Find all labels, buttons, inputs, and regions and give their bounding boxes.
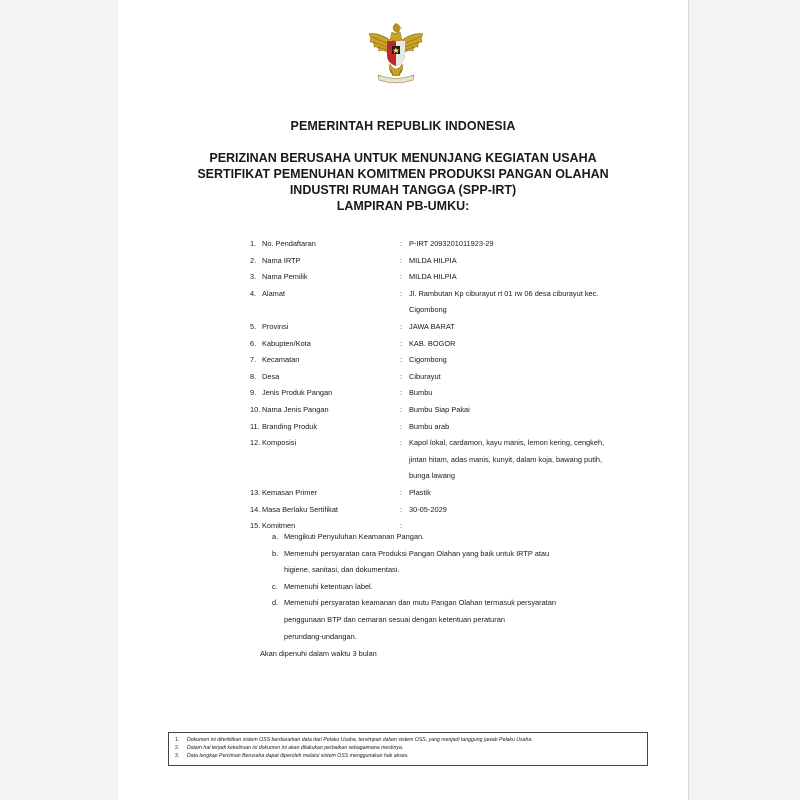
- field-value-line: Cigombong: [409, 355, 447, 365]
- field-value: [409, 236, 670, 253]
- commitment-line: Mengikuti Penyuluhan Keamanan Pangan.: [284, 532, 425, 541]
- field-colon: :: [400, 371, 403, 381]
- footer-note: [175, 752, 641, 760]
- field-value-line: Bumbu arab: [409, 421, 450, 431]
- field-value-line: Jl. Rambutan Kp ciburayut rt 01 rw 06 desa ciburayut kec.: [409, 288, 599, 298]
- field-number: 1.: [250, 239, 257, 248]
- field-label: No. Pendaftaran: [262, 239, 316, 248]
- government-title: PEMERINTAH REPUBLIK INDONESIA: [290, 119, 516, 133]
- field-number: 13.: [250, 487, 261, 497]
- field-value: [409, 253, 670, 270]
- field-colon: :: [400, 521, 403, 531]
- field-row: [250, 253, 670, 270]
- field-number: 2.: [250, 255, 257, 265]
- field-label: Jenis Produk Pangan: [262, 388, 333, 398]
- field-number: 5.: [250, 321, 257, 331]
- field-label: Komitmen: [262, 521, 296, 531]
- footer-note: [175, 744, 641, 752]
- commitment-item: [272, 529, 652, 546]
- field-label: Kabupten/Kota: [262, 338, 311, 348]
- field-value-line: MILDA HILPIA: [409, 272, 457, 282]
- commitment-item: [272, 579, 652, 596]
- field-colon: :: [400, 487, 403, 497]
- field-label: Kemasan Primer: [262, 487, 318, 497]
- field-number: 8.: [250, 371, 257, 381]
- field-value-line: Kapol lokal, cardamon, kayu manis, lemon kering, cengkeh,: [409, 438, 605, 448]
- field-number: 12.: [250, 438, 261, 448]
- field-colon: :: [400, 338, 403, 348]
- field-colon: :: [400, 388, 403, 398]
- commitment-line: higiene, sanitasi, dan dokumentasi.: [284, 565, 400, 575]
- footer-note-number: 1.: [175, 737, 180, 743]
- field-value: [409, 286, 670, 319]
- field-number: 6.: [250, 338, 257, 348]
- commitment-line: perundang-undangan.: [284, 631, 357, 641]
- commitment-item: [272, 546, 652, 579]
- commitment-line: penggunaan BTP dan cemaran sesuai dengan ketentuan peraturan: [284, 614, 505, 624]
- document-page: [118, 0, 689, 800]
- commitment-letter: d.: [272, 598, 279, 608]
- field-value-line: Cigombong: [409, 305, 447, 315]
- field-value-line: Ciburayut: [409, 371, 441, 381]
- field-row: [250, 236, 670, 253]
- field-number: 14.: [250, 504, 261, 514]
- field-colon: :: [400, 421, 403, 431]
- field-value: [409, 435, 670, 485]
- field-number: 7.: [250, 355, 257, 365]
- field-colon: :: [400, 239, 403, 248]
- field-value: [409, 385, 670, 402]
- field-colon: :: [400, 355, 403, 365]
- field-label: Nama Pemilik: [262, 272, 308, 282]
- field-label: Branding Produk: [262, 421, 318, 431]
- field-label: Nama IRTP: [262, 255, 301, 265]
- field-row: [250, 369, 670, 386]
- commitment-letter: a.: [272, 532, 279, 541]
- commitment-line: Memenuhi persyaratan keamanan dan mutu Pangan Olahan termasuk persyaratan: [284, 598, 556, 608]
- commitment-list: [272, 529, 652, 645]
- field-value-line: Bumbu Siap Pakai: [409, 404, 470, 414]
- field-row: [250, 419, 670, 436]
- footer-note-text: Dokumen ini diterbitkan sistem OSS berdasarkan data dari Pelaku Usaha, tersimpan dalam sistem OSS, yang menjadi tanggung jawab Pelaku Usaha.: [187, 737, 533, 743]
- commitment-text: [284, 595, 652, 645]
- field-label: Kecamatan: [262, 355, 300, 365]
- field-value-line: 30-05-2029: [409, 504, 447, 514]
- field-row: [250, 269, 670, 286]
- commitment-text: [284, 529, 652, 546]
- field-value-line: P-IRT 2093201011923-29: [409, 239, 494, 248]
- field-row: [250, 385, 670, 402]
- title-line: INDUSTRI RUMAH TANGGA (SPP-IRT): [289, 183, 517, 197]
- field-value: [409, 502, 670, 519]
- document-title: [0, 150, 800, 214]
- field-value-line: Bumbu: [409, 388, 433, 398]
- field-label: Komposisi: [262, 438, 297, 448]
- field-value: [409, 269, 670, 286]
- field-value: [409, 485, 670, 502]
- field-number: 9.: [250, 388, 257, 398]
- field-colon: :: [400, 288, 403, 298]
- field-label: Alamat: [262, 288, 286, 298]
- field-label: Masa Berlaku Sertifikat: [262, 504, 338, 514]
- commitment-text: [284, 579, 652, 596]
- field-number: 11.: [250, 421, 260, 431]
- field-label: Provinsi: [262, 321, 289, 331]
- field-value-line: MILDA HILPIA: [409, 255, 457, 265]
- field-row: [250, 352, 670, 369]
- footer-note-number: 2.: [175, 745, 180, 752]
- commitment-item: [272, 595, 652, 645]
- commitment-letter: c.: [272, 581, 278, 591]
- field-row: [250, 402, 670, 419]
- garuda-emblem-icon: [366, 20, 426, 86]
- field-row: [250, 502, 670, 519]
- footer-note-text: Data lengkap Perizinan Berusaha dapat diperoleh melalui sistem OSS menggunakan hak akses.: [187, 753, 409, 760]
- closing-statement: Akan dipenuhi dalam waktu 3 bulan: [260, 649, 377, 658]
- field-label: Desa: [262, 371, 280, 381]
- title-line: SERTIFIKAT PEMENUHAN KOMITMEN PRODUKSI PANGAN OLAHAN: [197, 167, 609, 181]
- title-line: LAMPIRAN PB-UMKU:: [336, 199, 470, 213]
- field-value-line: bunga lawang: [409, 471, 456, 481]
- field-value: [409, 419, 670, 436]
- field-row: [250, 319, 670, 336]
- field-colon: :: [400, 272, 403, 282]
- field-row: [250, 336, 670, 353]
- field-row: [250, 286, 670, 319]
- field-label: Nama Jenis Pangan: [262, 404, 329, 414]
- title-line: PERIZINAN BERUSAHA UNTUK MENUNJANG KEGIATAN USAHA: [209, 151, 597, 165]
- footer-notes: [168, 732, 648, 766]
- field-colon: :: [400, 504, 403, 514]
- field-value-line: JAWA BARAT: [409, 321, 455, 331]
- field-number: 10.: [250, 404, 261, 414]
- commitment-text: [284, 546, 652, 579]
- footer-note-number: 3.: [175, 753, 180, 760]
- field-colon: :: [400, 404, 403, 414]
- commitment-letter: b.: [272, 548, 279, 558]
- commitment-line: Memenuhi persyaratan cara Produksi Pangan Olahan yang baik untuk IRTP atau: [284, 548, 550, 558]
- field-colon: :: [400, 255, 403, 265]
- commitment-line: Memenuhi ketentuan label.: [284, 581, 373, 591]
- field-number: 3.: [250, 272, 257, 282]
- field-row: [250, 485, 670, 502]
- field-value-line: Plastik: [409, 487, 431, 497]
- field-value: [409, 352, 670, 369]
- field-value-line: KAB. BOGOR: [409, 338, 456, 348]
- field-value: [409, 369, 670, 386]
- field-colon: :: [400, 438, 403, 448]
- field-row: [250, 435, 670, 485]
- footer-note-text: Dalam hal terjadi kekeliruan isi dokumen ini akan dilakukan perbaikan sebagaimana mestinya.: [187, 745, 404, 752]
- field-value: [409, 319, 670, 336]
- footer-note: [175, 736, 641, 744]
- field-value-line: jintan hitam, adas manis, kunyit, dalam koja, bawang putih,: [409, 454, 603, 464]
- field-number: 15.: [250, 521, 261, 531]
- field-value: [409, 402, 670, 419]
- field-list: [250, 236, 670, 535]
- field-value: [409, 336, 670, 353]
- field-number: 4.: [250, 288, 257, 298]
- field-colon: :: [400, 321, 403, 331]
